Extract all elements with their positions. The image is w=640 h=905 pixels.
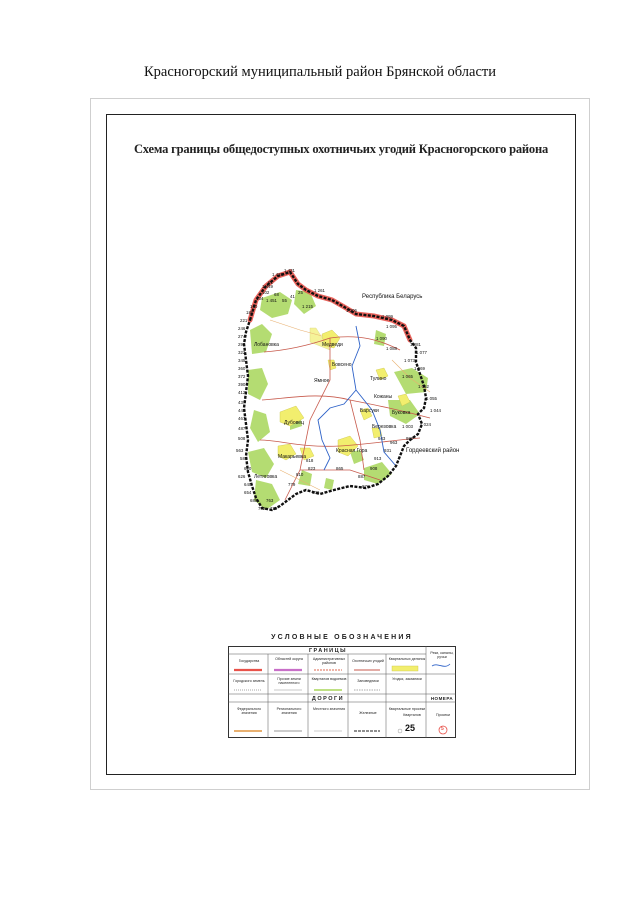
point-number: 913 [374,456,382,461]
legend-sample-clearing: 5 [441,726,444,732]
place-name: Лобановка [254,342,279,348]
point-number: 931 [384,448,392,453]
point-number: 372 [238,374,246,379]
point-number: 1 069 [414,366,425,371]
point-number: 412 [238,390,246,395]
point-number: 779 [288,482,296,487]
place-name: Медведи [322,342,343,348]
point-number: 702 [258,506,266,511]
point-number: 620 [244,466,252,471]
point-number: 865 [336,466,344,471]
legend-item: Угодья, заказники [392,677,422,681]
point-number: 1 449 [262,284,273,289]
point-number: 467 [238,416,246,421]
point-number: 838 [312,490,320,495]
point-number: 487 [238,426,246,431]
point-number: 160 [250,304,258,309]
point-number: 640 [244,482,252,487]
point-number: 908 [370,466,378,471]
point-number: 1 081 [410,342,421,347]
point-number: 448 [238,408,246,413]
legend-item: Квартальных делянок [388,657,426,661]
place-name: Тулино [370,376,387,382]
point-number: 729 [270,506,278,511]
legend-item: Федерального значения [237,707,261,716]
point-number: 963 [390,440,398,445]
legend-item: Регионального значения [276,707,302,716]
legend-item: Квартальные просеки [388,707,426,711]
legend-item: Городского земель [233,679,265,683]
point-number: 1 206 [346,308,357,313]
place-name: Бовсено [332,362,352,368]
legend-item: Железные [359,711,377,715]
point-number: 1 077 [416,350,427,355]
point-number: 688 [250,498,258,503]
legend-section-roads: ДОРОГИ [311,696,345,702]
legend-item: Просеки [436,713,450,717]
point-number: 55 [282,298,287,303]
point-number: 1 065 [402,374,413,379]
legend-item: Областей округа [275,657,303,661]
point-number: 1 024 [420,422,431,427]
point-number: 221 [240,318,248,323]
legend-item: Местного значения [312,707,346,711]
point-number: 943 [378,436,386,441]
legend-item: Прочие земли населенного [277,677,301,686]
place-name: Барсуки [360,408,379,414]
legend-sample-quarter: 25 [405,723,416,733]
point-number: 1 003 [402,424,413,429]
legend-section-numbers: НОМЕРА [430,696,454,701]
point-number: 274 [238,334,246,339]
place-name: Буковка [392,410,411,416]
point-number: 102 [262,290,270,295]
point-number: 68 [274,292,279,297]
place-name: Березовка [372,424,397,430]
point-number: 297 [238,342,246,347]
point-number: 508 [238,436,246,441]
map-title: Схема границы общедоступных охотничьих угодий Красногорского района [133,142,549,156]
place-name: Ямное [314,378,330,384]
region-belarus: Республика Беларусь [362,294,423,300]
point-number: 134 [256,296,264,301]
point-number: 763 [266,498,274,503]
legend-title: УСЛОВНЫЕ ОБОЗНАЧЕНИЯ [271,634,413,641]
legend-item: Кварталов водоемов [311,677,347,681]
point-number: 390 [238,382,246,387]
point-number: 360 [238,366,246,371]
legend-item: Заповедники [357,679,379,683]
point-number: 1 451 [266,298,277,303]
point-number: 188 [246,310,254,315]
legend-item: Административных районов [312,657,346,666]
point-number: 887 [358,474,366,479]
point-number: 589 [240,456,248,461]
place-name: Красная Гора [336,448,368,454]
place-name: Летяговка [254,474,278,480]
point-number: 1 090 [376,336,387,341]
place-name: Дубовец [284,420,304,426]
point-number: 1 428 [272,272,283,277]
point-number: 345 [238,358,246,363]
point-number: 626 [238,474,246,479]
legend-item: Государства [238,659,260,663]
region-gordeevsky: Гордеевский район [406,448,460,454]
point-number: 818 [306,458,314,463]
legend-item: Реки, каналы, ручьи [430,651,454,660]
point-number: 437 [238,400,246,405]
point-number: 980 [406,436,414,441]
point-number: 246 [238,326,246,331]
place-names [254,342,411,480]
point-number: 91 [268,280,273,285]
legend-section-borders: ГРАНИЦЫ [308,648,348,654]
point-number: 1 044 [430,408,441,413]
point-number: 1 099 [382,314,393,319]
legend [228,646,456,738]
point-number: 563 [236,448,244,453]
point-number: 41 [290,294,295,299]
point-number: 810 [296,472,304,477]
point-number: 1 073 [404,358,415,363]
point-number: 25 [298,290,303,295]
point-number: 876 [362,484,370,489]
point-number: 1 431 [284,268,295,273]
point-number: 1 095 [386,324,397,329]
legend-item: Кварталов [403,713,421,717]
point-number: 1 261 [314,288,325,293]
point-number: 1 088 [386,346,397,351]
point-number: 322 [238,350,246,355]
legend-item: Охотничьих угодий [352,659,384,663]
point-number: 1 055 [426,396,437,401]
point-number: 823 [308,466,316,471]
page-heading: Красногорский муниципальный район Брянской области [144,64,496,80]
point-number: 1 215 [302,304,313,309]
place-name: Макарьевка [278,454,306,460]
place-name: Кожаны [374,394,393,400]
point-number: 1 062 [418,384,429,389]
point-number: 654 [244,490,252,495]
